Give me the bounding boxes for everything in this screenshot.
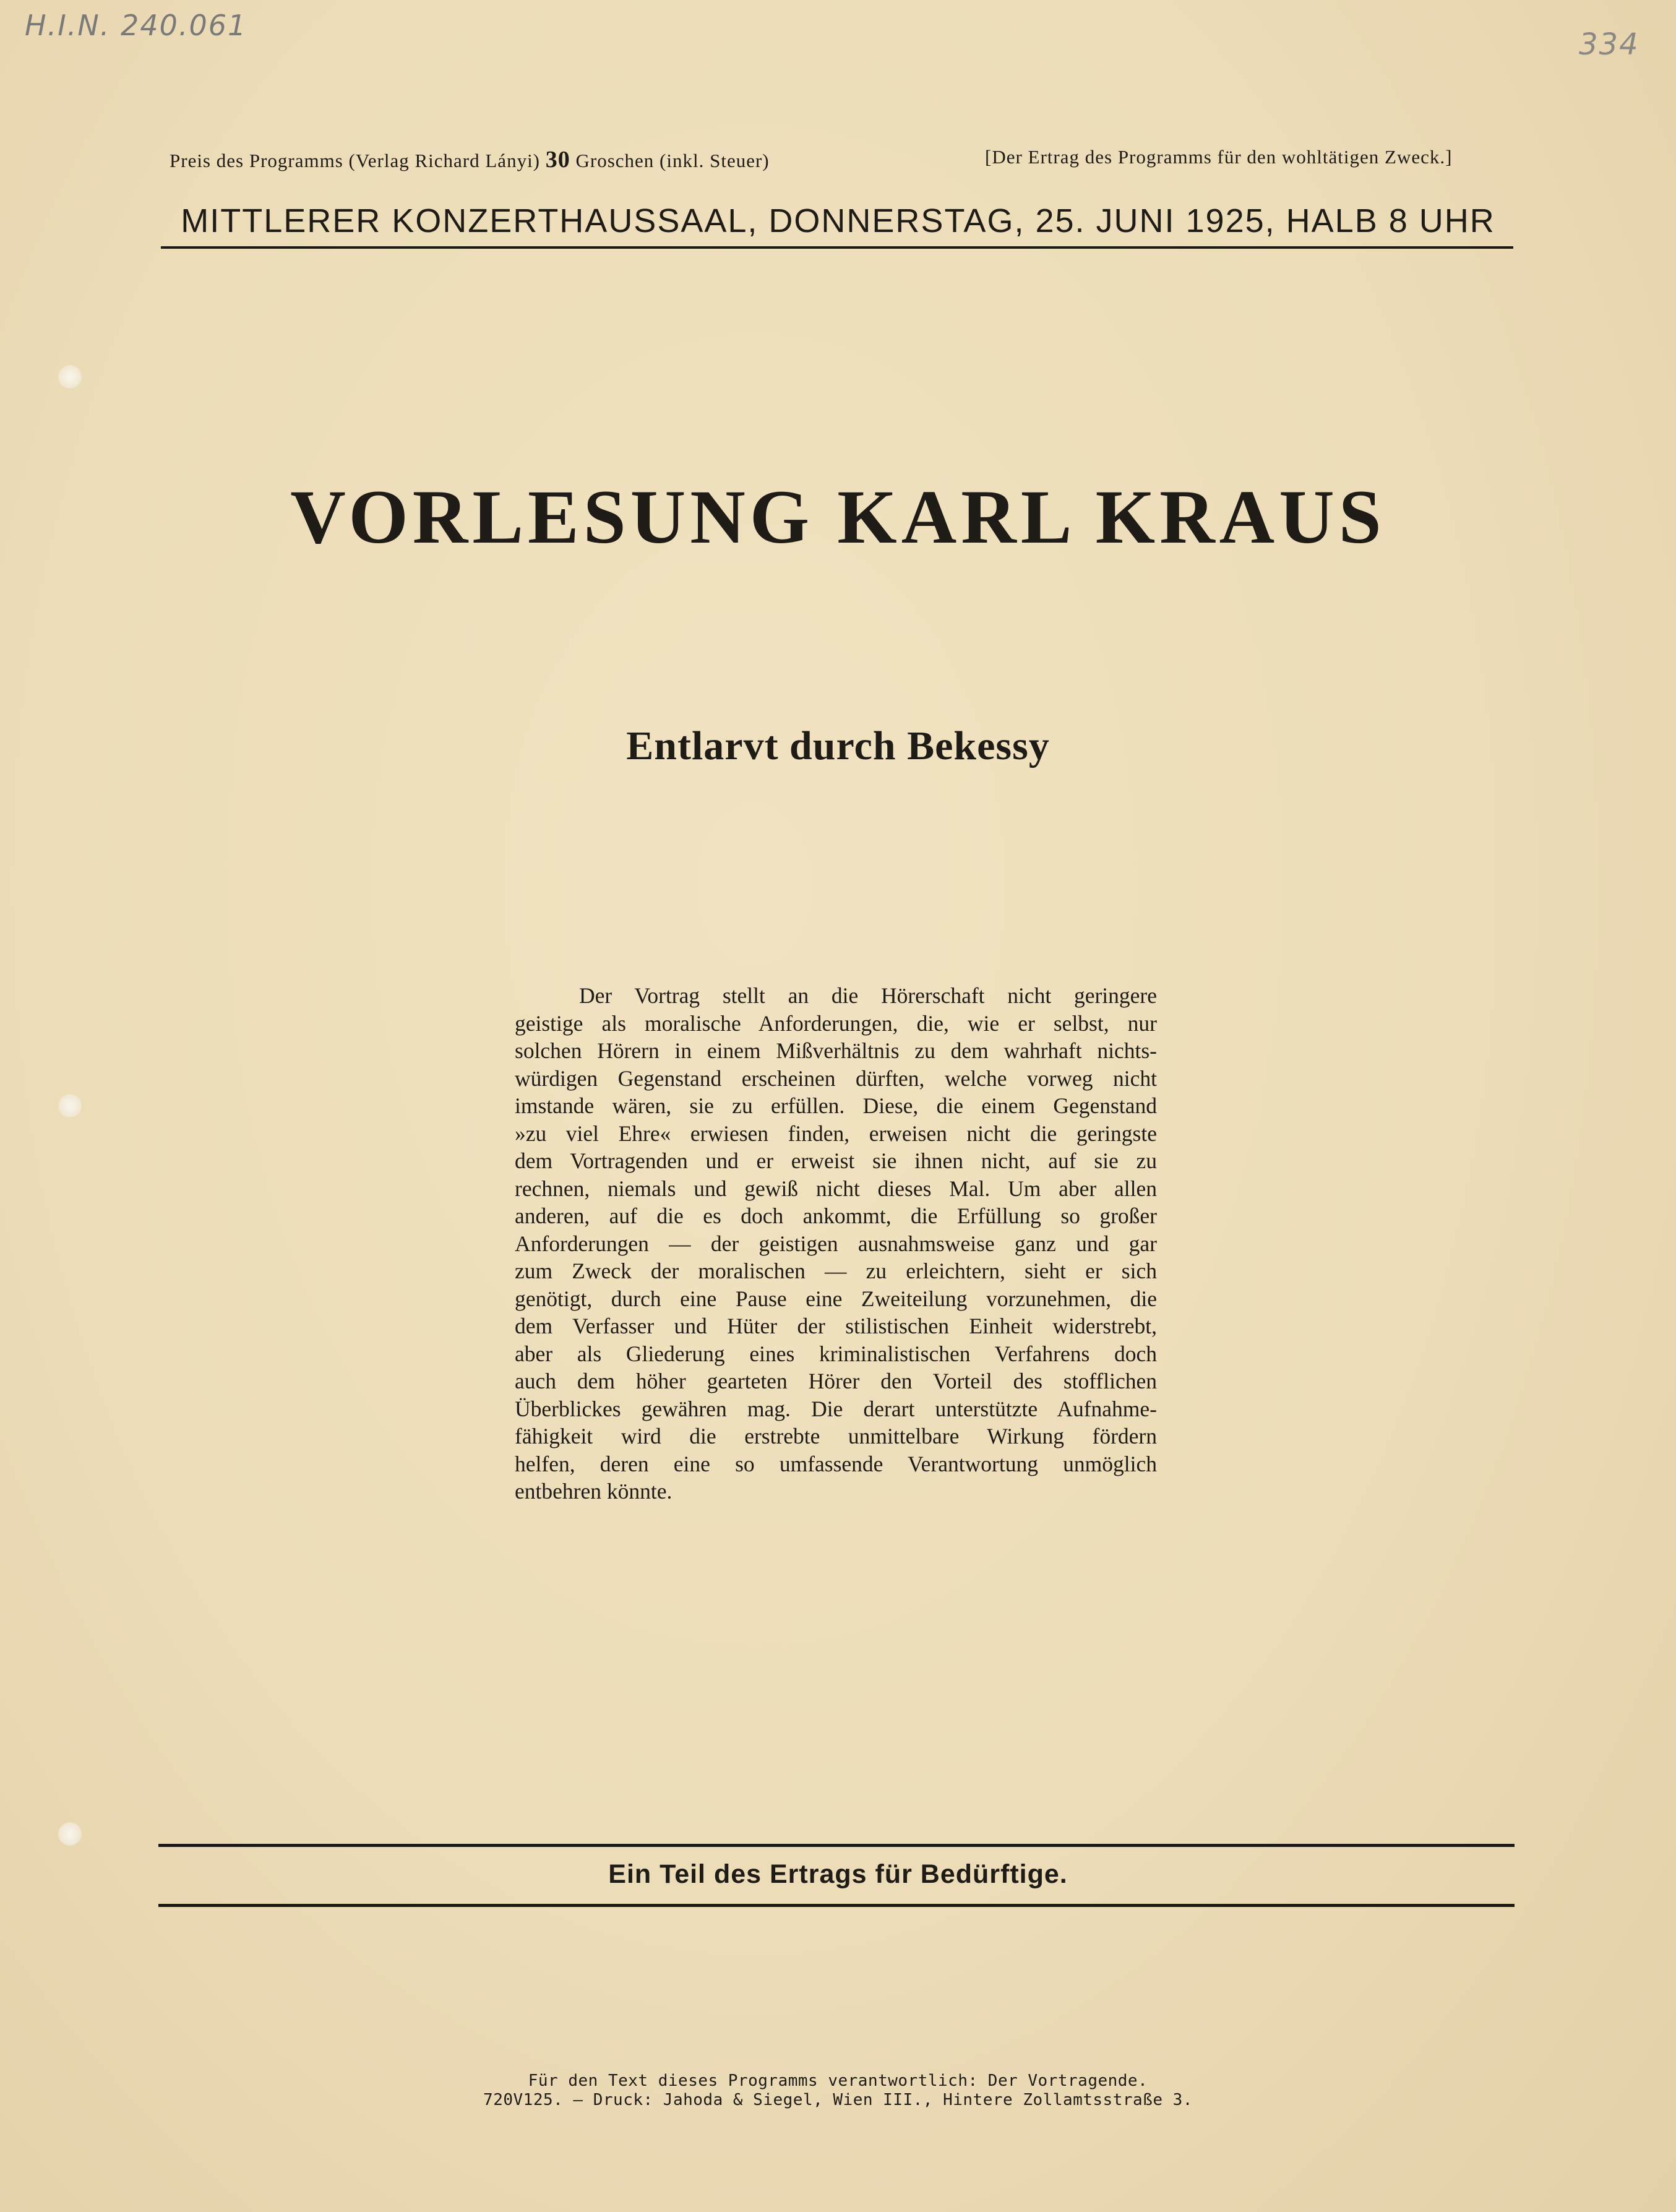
body-line: geistige als moralische Anforderungen, die, wie er selbst, nur xyxy=(515,1010,1157,1036)
body-line: anderen, auf die es doch ankommt, die Erfüllung so großer xyxy=(515,1203,1157,1228)
handwritten-page-number: 334 xyxy=(1579,27,1639,62)
price-amount: 30 xyxy=(545,147,570,173)
body-line: auch dem höher gearteten Hörer den Vorteil des stofflichen xyxy=(515,1369,1157,1393)
venue-date-line: MITTLERER KONZERTHAUSSAAL, DONNERSTAG, 25. JUNI 1925, HALB 8 UHR xyxy=(181,202,1495,239)
price-prefix: Preis des Programms (Verlag Richard Lányi) xyxy=(170,150,541,171)
footer-printer: 720V125. — Druck: Jahoda & Siegel, Wien III., Hintere Zollamtsstraße 3. xyxy=(483,2091,1193,2109)
body-line: solchen Hörern in einem Mißverhältnis zu dem wahrhaft nichts- xyxy=(515,1038,1157,1063)
punch-hole xyxy=(58,1822,82,1846)
proceeds-note: [Der Ertrag des Programms für den wohltätigen Zweck.] xyxy=(985,146,1453,168)
body-line: entbehren könnte. xyxy=(515,1479,673,1504)
body-line: zum Zweck der moralischen — zu erleichtern, sieht er sich xyxy=(515,1259,1157,1283)
body-line: aber als Gliederung eines kriminalistischen Verfahrens doch xyxy=(515,1341,1157,1366)
page-title: VORLESUNG KARL KRAUS xyxy=(290,475,1386,559)
body-line: Anforderungen — der geistigen ausnahmsweise ganz und gar xyxy=(515,1231,1157,1256)
price-note xyxy=(170,146,770,173)
body-line: fähigkeit wird die erstrebte unmittelbare Wirkung fördern xyxy=(515,1424,1157,1448)
body-line: Der Vortrag stellt an die Hörerschaft nicht geringere xyxy=(579,983,1157,1008)
body-line: Überblickes gewähren mag. Die derart unterstützte Aufnahme- xyxy=(515,1396,1157,1421)
body-line: dem Vortragenden und er erweist sie ihnen nicht, auf sie zu xyxy=(515,1148,1157,1173)
body-line: genötigt, durch eine Pause eine Zweiteilung vorzunehmen, die xyxy=(515,1286,1157,1311)
bottom-rule-upper xyxy=(158,1844,1515,1847)
punch-hole xyxy=(58,365,82,389)
body-line: »zu viel Ehre« erwiesen finden, erweisen nicht die geringste xyxy=(515,1121,1157,1146)
price-suffix: Groschen (inkl. Steuer) xyxy=(575,150,770,171)
body-line: würdigen Gegenstand erscheinen dürften, welche vorweg nicht xyxy=(515,1065,1157,1091)
body-line: helfen, deren eine so umfassende Verantwortung unmöglich xyxy=(515,1451,1157,1476)
body-paragraph xyxy=(515,982,1157,1505)
handwritten-reference: H.I.N. 240.061 xyxy=(25,9,247,42)
body-line: imstande wären, sie zu erfüllen. Diese, die einem Gegenstand xyxy=(515,1093,1157,1118)
subtitle: Entlarvt durch Bekessy xyxy=(626,723,1050,768)
footer-responsibility: Für den Text dieses Programms verantwortlich: Der Vortragende. xyxy=(528,2072,1148,2090)
body-line: dem Verfasser und Hüter der stilistischen Einheit widerstrebt, xyxy=(515,1314,1157,1338)
header-rule xyxy=(161,246,1513,249)
punch-hole xyxy=(58,1094,82,1117)
body-line: rechnen, niemals und gewiß nicht dieses Mal. Um aber allen xyxy=(515,1176,1157,1201)
bottom-rule-lower xyxy=(158,1904,1515,1907)
charity-note: Ein Teil des Ertrags für Bedürftige. xyxy=(608,1859,1068,1889)
